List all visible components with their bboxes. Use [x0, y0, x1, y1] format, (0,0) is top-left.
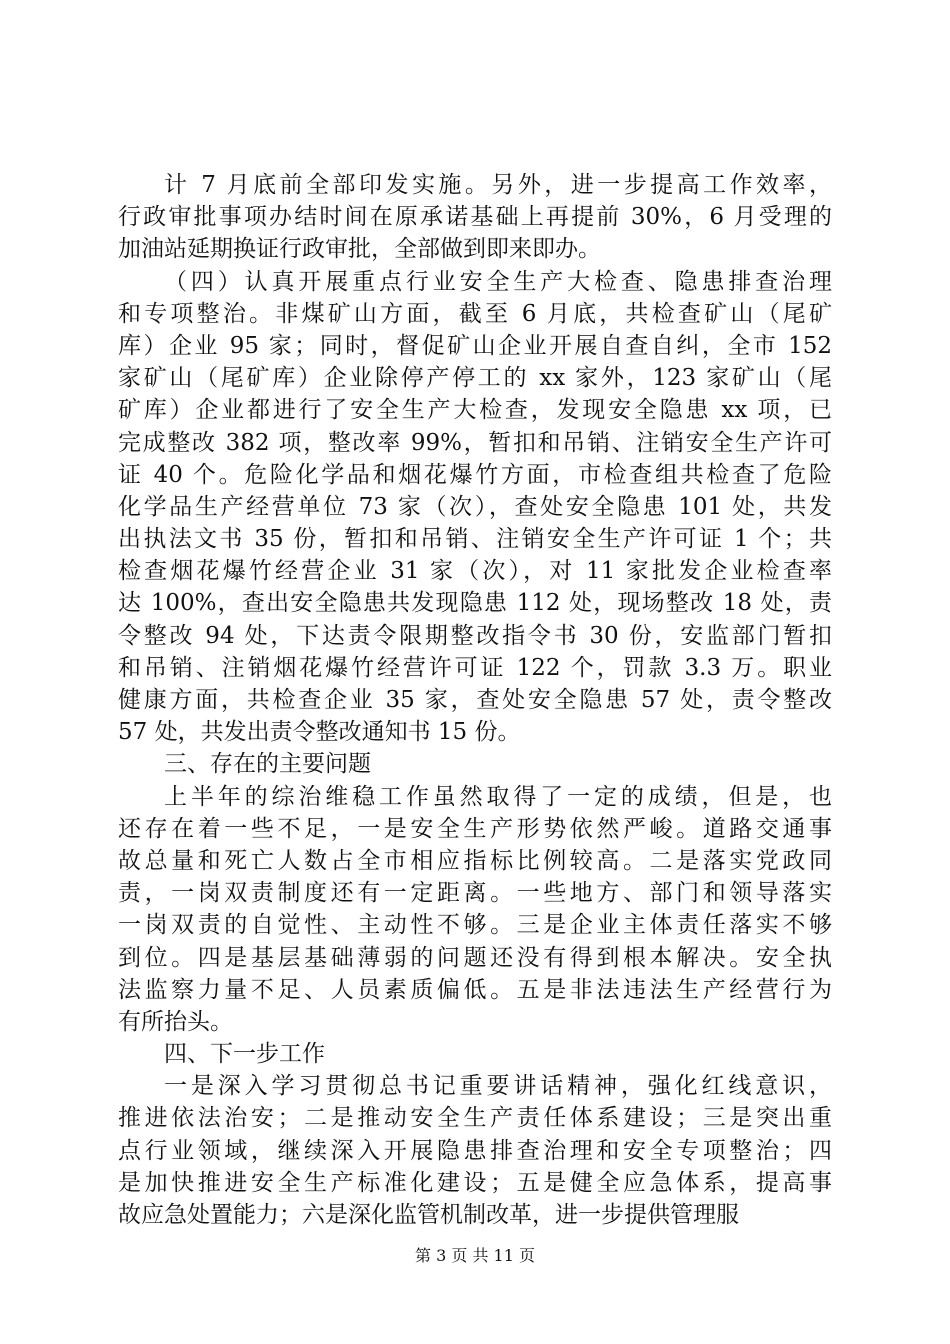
text-line: 行政审批事项办结时间在原承诺基础上再提前 30%，6 月受理的 [118, 204, 832, 231]
paragraph-p3 [118, 748, 832, 780]
text-line: 上半年的综治维稳工作虽然取得了一定的成绩，但是，也 [164, 783, 832, 810]
text-line: 故总量和死亡人数占全市相应指标比例较高。二是落实党政同 [118, 847, 832, 874]
text-line: 和专项整治。非煤矿山方面，截至 6 月底，共检查矿山（尾矿 [118, 300, 832, 327]
text-line: 故应急处置能力；六是深化监管机制改革，进一步提供管理服 [118, 1202, 739, 1228]
document-body [118, 169, 832, 1231]
text-line: 责，一岗双责制度还有一定距离。一些地方、部门和领导落实 [118, 880, 832, 907]
text-line: 法监察力量不足、人员素质偏低。五是非法违法生产经营行为 [118, 976, 832, 1003]
page-footer: 第 3 页 共 11 页 [415, 1246, 535, 1265]
text-line: 计 7 月底前全部印发实施。另外，进一步提高工作效率， [164, 172, 832, 198]
text-line: 和吊销、注销烟花爆竹经营许可证 122 个，罚款 3.3 万。职业 [118, 654, 832, 681]
text-line: 是加快推进安全生产标准化建设；五是健全应急体系，提高事 [118, 1169, 832, 1196]
text-line: 完成整改 382 项，整改率 99%，暂扣和吊销、注销安全生产许可 [118, 429, 832, 456]
text-line: 57 处，共发出责令整改通知书 15 份。 [118, 719, 521, 746]
text-line: 出执法文书 35 份，暂扣和吊销、注销安全生产许可证 1 个；共 [118, 526, 832, 553]
text-line: 家矿山（尾矿库）企业除停产停工的 xx 家外，123 家矿山（尾 [118, 365, 832, 392]
text-line: 一是深入学习贯彻总书记重要讲话精神，强化红线意识， [164, 1073, 832, 1100]
paragraph-p5 [118, 1038, 832, 1070]
paragraph-p4 [118, 781, 832, 1039]
text-line: 一岗双责的自觉性、主动性不够。三是企业主体责任落实不够 [118, 912, 832, 939]
text-line: 健康方面，共检查企业 35 家，查处安全隐患 57 处，责令整改 [118, 687, 832, 713]
paragraph-p6 [118, 1070, 832, 1231]
text-line: 到位。四是基层基础薄弱的问题还没有得到根本解决。安全执 [118, 944, 832, 971]
text-line: 化学品生产经营单位 73 家（次），查处安全隐患 101 处，共发 [118, 493, 832, 520]
text-line: 令整改 94 处，下达责令限期整改指令书 30 份，安监部门暂扣 [118, 622, 832, 649]
text-line: 四、下一步工作 [164, 1041, 325, 1068]
paragraph-p2 [118, 266, 832, 749]
text-line: 证 40 个。危险化学品和烟花爆竹方面，市检查组共检查了危险 [118, 461, 832, 488]
text-line: （四）认真开展重点行业安全生产大检查、隐患排查治理 [164, 268, 832, 295]
text-line: 有所抬头。 [118, 1008, 233, 1035]
text-line: 矿库）企业都进行了安全生产大检查，发现安全隐患 xx 项，已 [118, 397, 832, 424]
text-line: 还存在着一些不足，一是安全生产形势依然严峻。道路交通事 [118, 815, 832, 842]
text-line: 检查烟花爆竹经营企业 31 家（次），对 11 家批发企业检查率 [118, 558, 832, 585]
paragraph-p1 [118, 169, 832, 266]
text-line: 点行业领域，继续深入开展隐患排查治理和安全专项整治；四 [118, 1137, 832, 1164]
text-line: 三、存在的主要问题 [164, 751, 371, 778]
text-line: 加油站延期换证行政审批，全部做到即来即办。 [118, 236, 601, 263]
text-line: 库）企业 95 家；同时，督促矿山企业开展自查自纠，全市 152 [118, 332, 832, 359]
text-line: 达 100%，查出安全隐患共发现隐患 112 处，现场整改 18 处，责 [118, 590, 832, 617]
text-line: 推进依法治安；二是推动安全生产责任体系建设；三是突出重 [118, 1105, 832, 1132]
